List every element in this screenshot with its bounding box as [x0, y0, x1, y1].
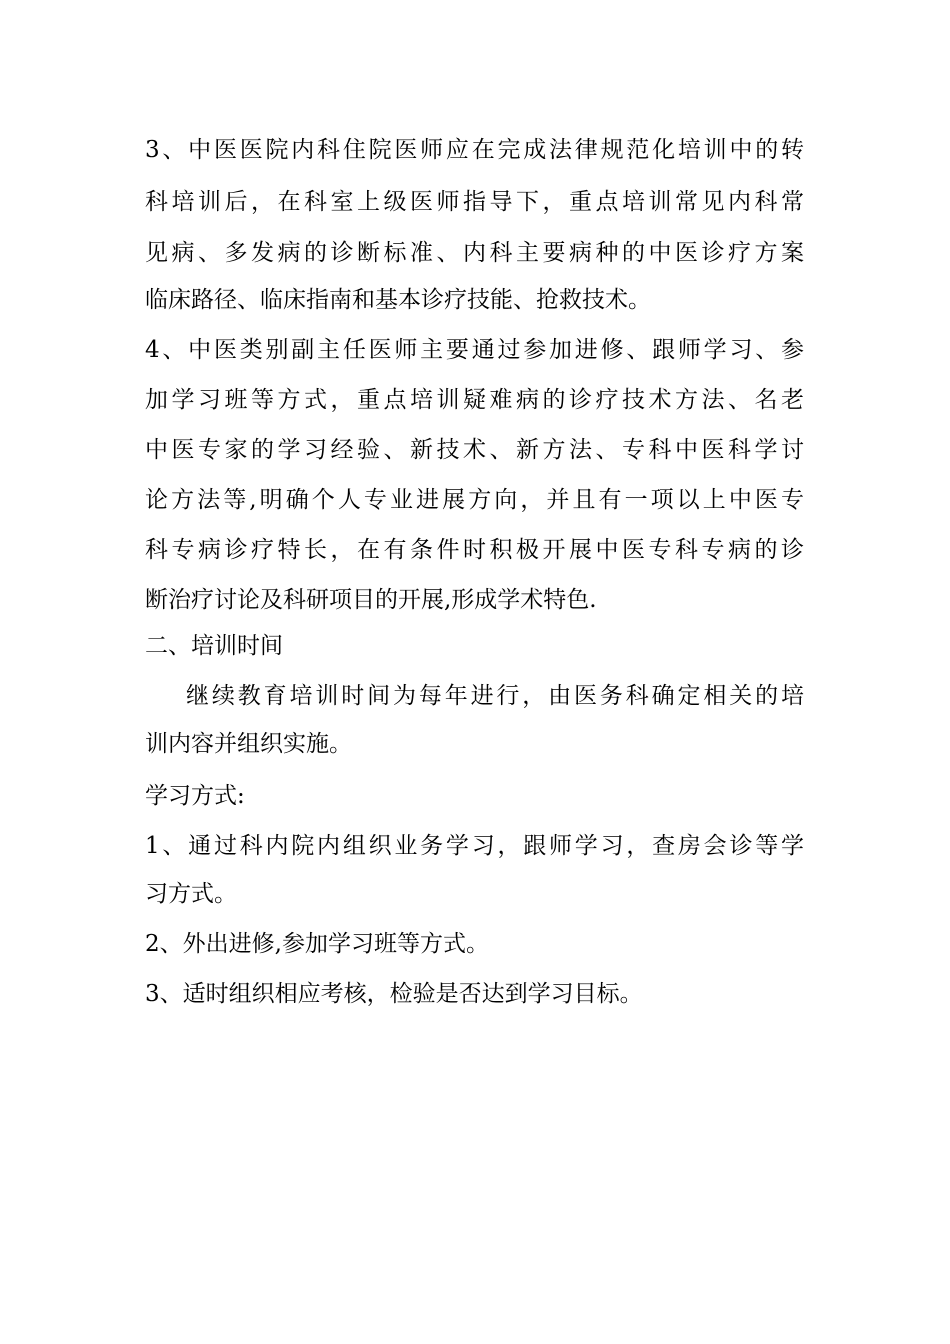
section-heading: 二、培训时间	[145, 633, 283, 659]
paragraph-line: 见病、多发病的诊断标准、内科主要病种的中医诊疗方案	[145, 240, 804, 266]
list-item: 3、适时组织相应考核，检验是否达到学习目标。	[145, 981, 643, 1007]
paragraph-line: 论方法等,明确个人专业进展方向，并且有一项以上中医专	[145, 487, 804, 513]
paragraph-line: 科培训后，在科室上级医师指导下，重点培训常见内科常	[145, 189, 804, 215]
paragraph-line: 训内容并组织实施。	[145, 731, 352, 757]
paragraph-line: 4、中医类别副主任医师主要通过参加进修、跟师学习、参	[145, 337, 804, 363]
subheading: 学习方式:	[145, 783, 245, 809]
list-item: 1、通过科内院内组织业务学习，跟师学习，查房会诊等学	[145, 833, 804, 859]
paragraph-line: 科专病诊疗特长，在有条件时积极开展中医专科专病的诊	[145, 537, 804, 563]
paragraph-line: 继续教育培训时间为每年进行，由医务科确定相关的培	[186, 683, 804, 709]
paragraph-line: 临床路径、临床指南和基本诊疗技能、抢救技术。	[145, 287, 651, 313]
paragraph-line: 中医专家的学习经验、新技术、新方法、专科中医科学讨	[145, 437, 804, 463]
paragraph-line: 3、中医医院内科住院医师应在完成法律规范化培训中的转	[145, 137, 804, 163]
list-item-continuation: 习方式。	[145, 881, 237, 907]
paragraph-line: 断治疗讨论及科研项目的开展,形成学术特色.	[145, 587, 597, 613]
list-item: 2、外出进修,参加学习班等方式。	[145, 931, 489, 957]
paragraph-line: 加学习班等方式，重点培训疑难病的诊疗技术方法、名老	[145, 387, 804, 413]
